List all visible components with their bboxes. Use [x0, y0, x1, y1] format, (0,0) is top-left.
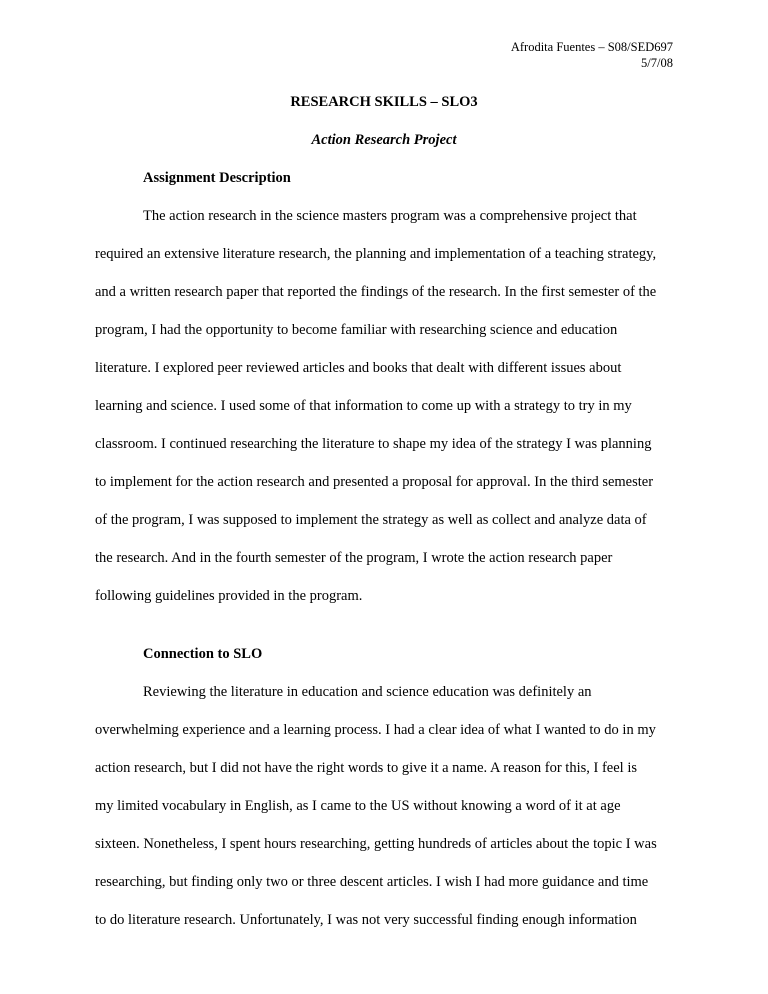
paragraph-line: literature. I explored peer reviewed articles and books that dealt with different issues about [95, 360, 622, 376]
paragraph-line: the research. And in the fourth semester of the program, I wrote the action research paper [95, 550, 613, 566]
paragraph-assignment-description [95, 197, 675, 615]
paragraph-line: of the program, I was supposed to implement the strategy as well as collect and analyze data of [95, 512, 647, 528]
paragraph-connection-to-slo [95, 673, 675, 939]
paragraph-line: following guidelines provided in the program. [95, 588, 363, 604]
paragraph-line: learning and science. I used some of that information to come up with a strategy to try in my [95, 398, 632, 414]
paragraph-line: Reviewing the literature in education and science education was definitely an [143, 684, 592, 700]
paragraph-line: to implement for the action research and presented a proposal for approval. In the third semester [95, 474, 654, 490]
paragraph-line: overwhelming experience and a learning process. I had a clear idea of what I wanted to do in my [95, 722, 656, 738]
paragraph-line: required an extensive literature research, the planning and implementation of a teaching strategy, [95, 246, 657, 262]
paragraph-line: and a written research paper that reported the findings of the research. In the first semester of the [95, 284, 657, 300]
paragraph-line: The action research in the science masters program was a comprehensive project that [143, 208, 637, 224]
section-heading-connection-to-slo: Connection to SLO [143, 646, 263, 662]
header-date: 5/7/08 [641, 56, 673, 70]
paragraph-line: program, I had the opportunity to become familiar with researching science and education [95, 322, 618, 338]
paragraph-line: my limited vocabulary in English, as I came to the US without knowing a word of it at age [95, 798, 621, 814]
paragraph-line: researching, but finding only two or three descent articles. I wish I had more guidance and time [95, 874, 649, 890]
paragraph-line: classroom. I continued researching the literature to shape my idea of the strategy I was planning [95, 436, 652, 452]
paragraph-line: sixteen. Nonetheless, I spent hours researching, getting hundreds of articles about the topic I was [95, 836, 657, 852]
page-header [511, 39, 673, 71]
document-subtitle: Action Research Project [311, 132, 457, 148]
document-title: RESEARCH SKILLS – SLO3 [290, 94, 478, 110]
paragraph-line: action research, but I did not have the right words to give it a name. A reason for this, I feel is [95, 760, 637, 776]
author-line: Afrodita Fuentes – S08/SED697 [510, 40, 673, 54]
section-heading-assignment-description: Assignment Description [143, 170, 291, 186]
paragraph-line: to do literature research. Unfortunately, I was not very successful finding enough information [95, 912, 637, 928]
